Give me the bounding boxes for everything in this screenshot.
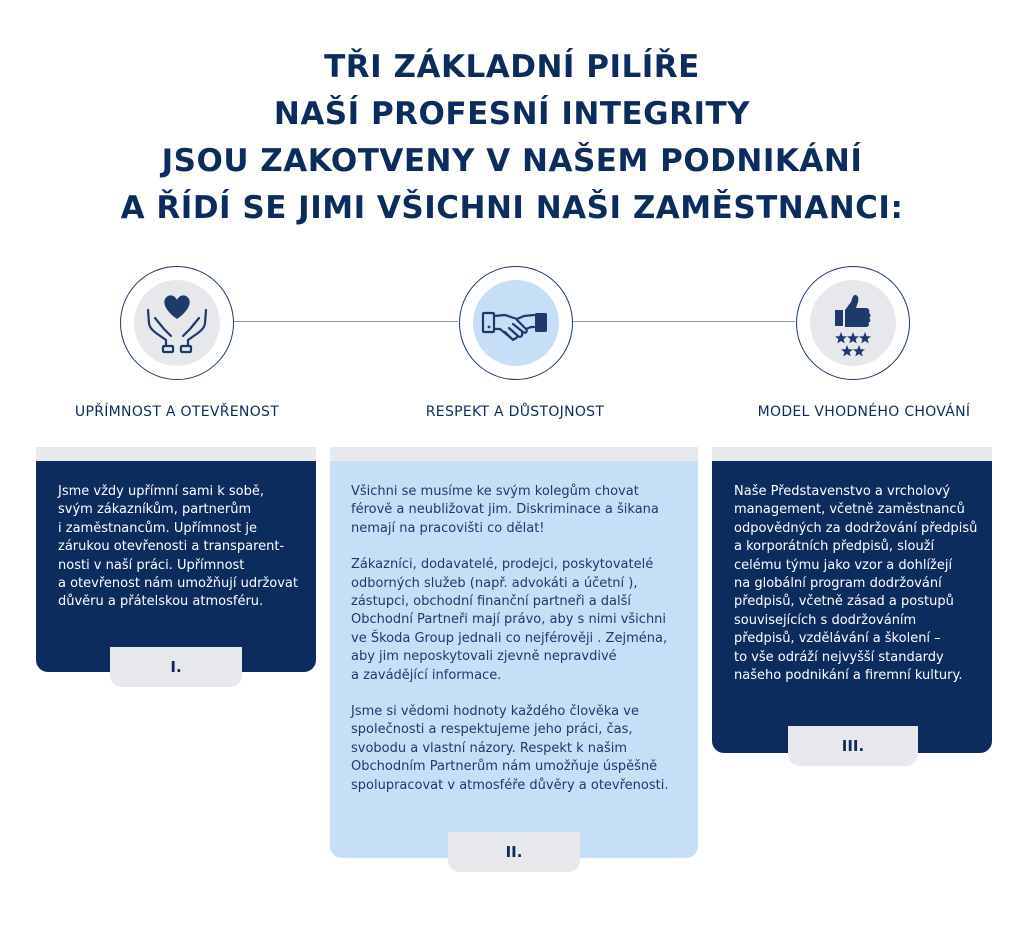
pillar-1-icon-circle xyxy=(120,266,234,380)
pillar-2-card xyxy=(330,461,698,858)
card-2-top-bar xyxy=(330,447,698,461)
title-line-1: TŘI ZÁKLADNÍ PILÍŘE xyxy=(324,49,700,85)
card-text-line: a korporátních předpisů, slouží xyxy=(734,539,935,555)
pillar-3-label: MODEL VHODNÉHO CHOVÁNÍ xyxy=(757,404,971,420)
card-text-line: férově a neubližovat jim. Diskriminace a šikana xyxy=(351,502,659,518)
card-text-line: souvisejících s dodržováním xyxy=(734,612,917,628)
card-text-line: společnosti a respektujeme jeho práci, čas, xyxy=(351,722,633,738)
title-line-3: JSOU ZAKOTVENY V NAŠEM PODNIKÁNÍ xyxy=(161,143,863,179)
card-1-top-bar xyxy=(36,447,316,461)
card-text-line: aby jim neposkytovali zjevně nepravdivé xyxy=(351,649,617,665)
pillar-3-numeral-tab xyxy=(788,726,918,766)
card-text-line: Zákazníci, dodavatelé, prodejci, poskytovatelé xyxy=(351,557,654,573)
card-text-line: nemají na pracovišti co dělat! xyxy=(351,520,545,536)
card-text-line: nosti v naší práci. Upřímnost xyxy=(58,557,245,573)
title-line-4: A ŘÍDÍ SE JIMI VŠICHNI NAŠI ZAMĚSTNANCI: xyxy=(120,190,904,226)
card-text-line: a zavádějící informace. xyxy=(351,667,502,683)
card-text-line: důvěru a přátelskou atmosféru. xyxy=(58,594,264,610)
card-text-line: Obchodní Partneři mají právo, aby s nimi všichni xyxy=(351,612,667,628)
card-text-line: Všichni se musíme ke svým kolegům chovat xyxy=(351,484,639,499)
card-text-line: to vše odráží nejvyšší standardy xyxy=(734,649,944,665)
connector-line-right xyxy=(573,321,795,322)
pillar-3-icon-circle xyxy=(796,266,910,380)
pillar-1-card xyxy=(36,461,316,672)
card-text-line: i zaměstnancům. Upřímnost je xyxy=(58,520,258,536)
pillar-1-numeral: I. xyxy=(170,658,182,676)
card-text-line: svým zákazníkům, partnerům xyxy=(58,502,252,518)
handshake-icon xyxy=(473,280,559,366)
card-text-line: zástupci, obchodní finanční partneři a další xyxy=(351,594,632,610)
card-text-line: zárukou otevřenosti a transparent- xyxy=(58,539,285,555)
card-3-top-bar xyxy=(712,447,992,461)
card-text-line: předpisů, vzdělávání a školení – xyxy=(734,631,941,647)
pillar-2-numeral-tab xyxy=(448,832,580,872)
card-text-line: Obchodním Partnerům nám umožňuje úspěšně xyxy=(351,759,658,775)
pillar-2-numeral: II. xyxy=(505,843,523,861)
pillar-2-icon-circle xyxy=(459,266,573,380)
page-title xyxy=(0,44,1024,232)
thumbs-up-stars-icon xyxy=(810,280,896,366)
card-text-line: Naše Představenstvo a vrcholový xyxy=(734,484,951,499)
pillar-1-label: UPŘÍMNOST A OTEVŘENOST xyxy=(74,404,280,420)
card-text-line: management, včetně zaměstnanců xyxy=(734,502,965,518)
card-text-line: Jsme si vědomi hodnoty každého člověka ve xyxy=(351,704,639,720)
hands-heart-icon xyxy=(134,280,220,366)
pillar-2-label: RESPEKT A DŮSTOJNOST xyxy=(425,404,605,420)
card-text-line: svobodu a vlastní názory. Respekt k našim xyxy=(351,740,628,756)
title-line-2: NAŠÍ PROFESNÍ INTEGRITY xyxy=(273,96,751,132)
pillar-3-numeral: III. xyxy=(841,737,865,755)
card-text-line: na globální program dodržování xyxy=(734,576,942,592)
card-text-line: celému týmu jako vzor a dohlížejí xyxy=(734,557,953,573)
connector-line-left xyxy=(234,321,458,322)
card-text-line: našeho podnikání a firemní kultury. xyxy=(734,668,963,684)
card-text-line: předpisů, včetně zásad a postupů xyxy=(734,594,954,610)
pillar-3-card xyxy=(712,461,992,753)
card-text-line: odpovědných za dodržování předpisů xyxy=(734,520,978,536)
card-text-line: a otevřenost nám umožňují udržovat xyxy=(58,576,298,592)
card-text-line: odborných služeb (např. advokáti a účetní ), xyxy=(351,575,638,591)
card-text-line: Jsme vždy upřímní sami k sobě, xyxy=(58,484,265,499)
card-text-line: ve Škoda Group jednali co nejférověji . Zejména, xyxy=(351,630,668,646)
card-text-line: spolupracovat v atmosféře důvěry a otevřenosti. xyxy=(351,777,669,793)
pillar-1-numeral-tab xyxy=(110,647,242,687)
